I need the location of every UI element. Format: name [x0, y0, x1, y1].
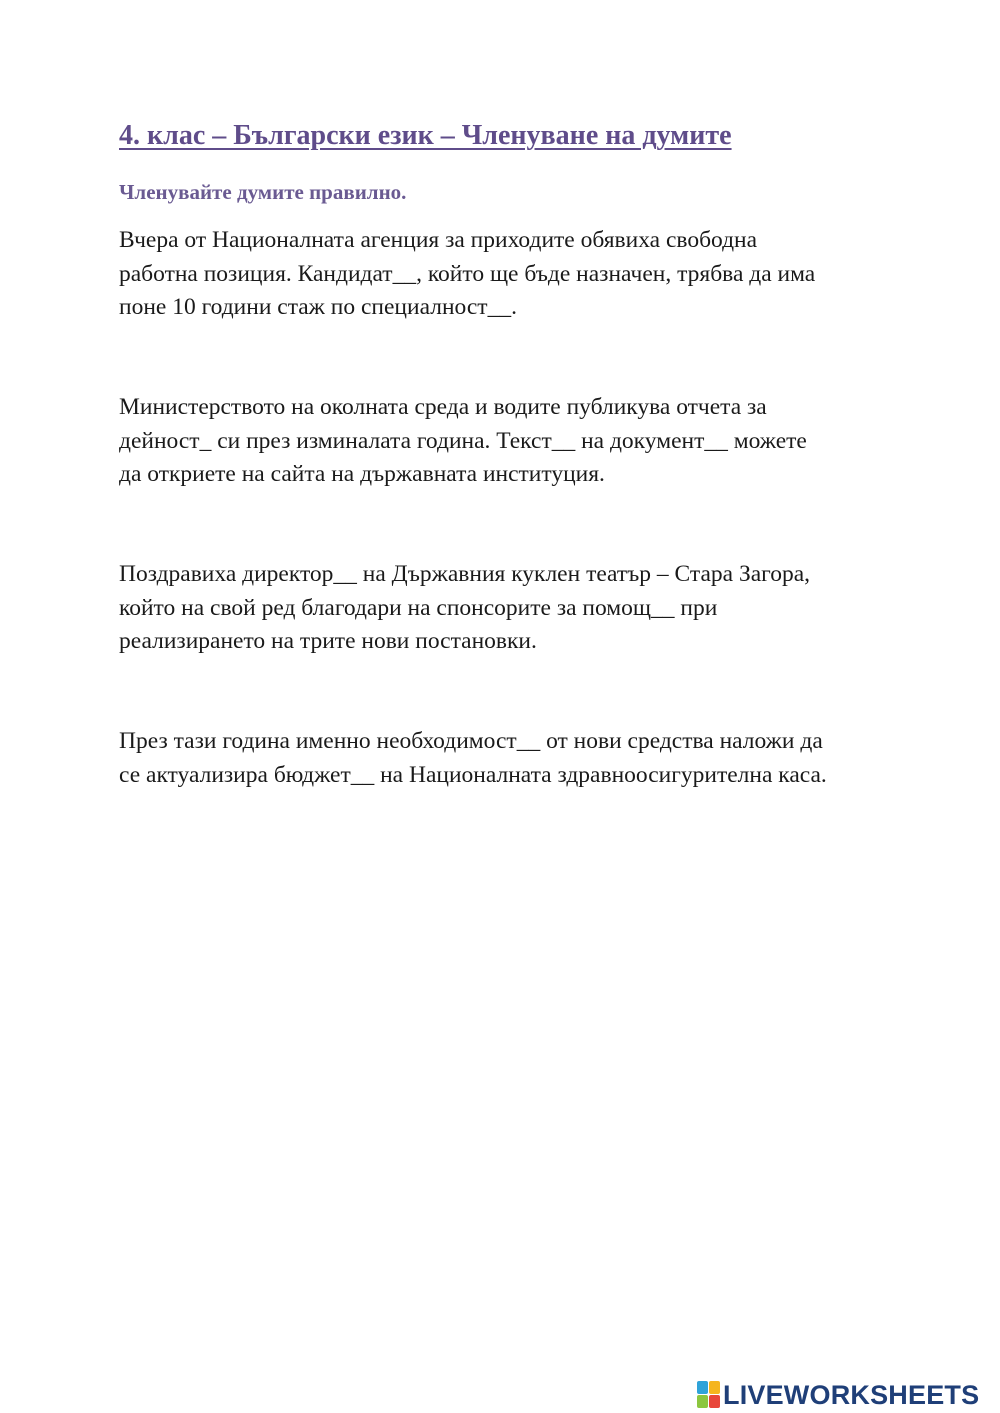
paragraph-line: През тази година именно необходимост__ от нови средства наложи да	[119, 728, 823, 754]
exercise-paragraph-4	[119, 725, 899, 792]
page-title: 4. клас – Български език – Членуване на думите	[119, 120, 732, 151]
exercise-paragraph-1	[119, 224, 899, 325]
watermark-text: LIVEWORKSHEETS	[723, 1380, 980, 1410]
paragraph-line: Поздравиха директор__ на Държавния куклен театър – Стара Загора,	[119, 561, 811, 587]
paragraph-line: Министерството на околната среда и водите публикува отчета за	[119, 394, 767, 420]
paragraph-line: реализирането на трите нови постановки.	[119, 628, 537, 654]
liveworksheets-logo-icon	[697, 1381, 721, 1409]
liveworksheets-watermark	[697, 1378, 979, 1412]
exercise-paragraph-2	[119, 391, 899, 492]
paragraph-line: работна позиция. Кандидат__, който ще бъде назначен, трябва да има	[119, 260, 816, 287]
paragraph-line: който на свой ред благодари на спонсорите за помощ__ при	[119, 594, 718, 621]
paragraph-line: дейност_ си през изминалата година. Текст__ на документ__ можете	[119, 427, 807, 454]
exercise-paragraph-3	[119, 558, 899, 659]
paragraph-line: да откриете на сайта на държавната институция.	[119, 461, 605, 487]
paragraph-line: се актуализира бюджет__ на Националната здравноосигурителна каса.	[119, 761, 827, 788]
instruction-text: Членувайте думите правилно.	[119, 180, 407, 204]
paragraph-line: поне 10 години стаж по специалност__.	[119, 294, 517, 320]
paragraph-line: Вчера от Националната агенция за приходите обявиха свободна	[119, 227, 758, 253]
